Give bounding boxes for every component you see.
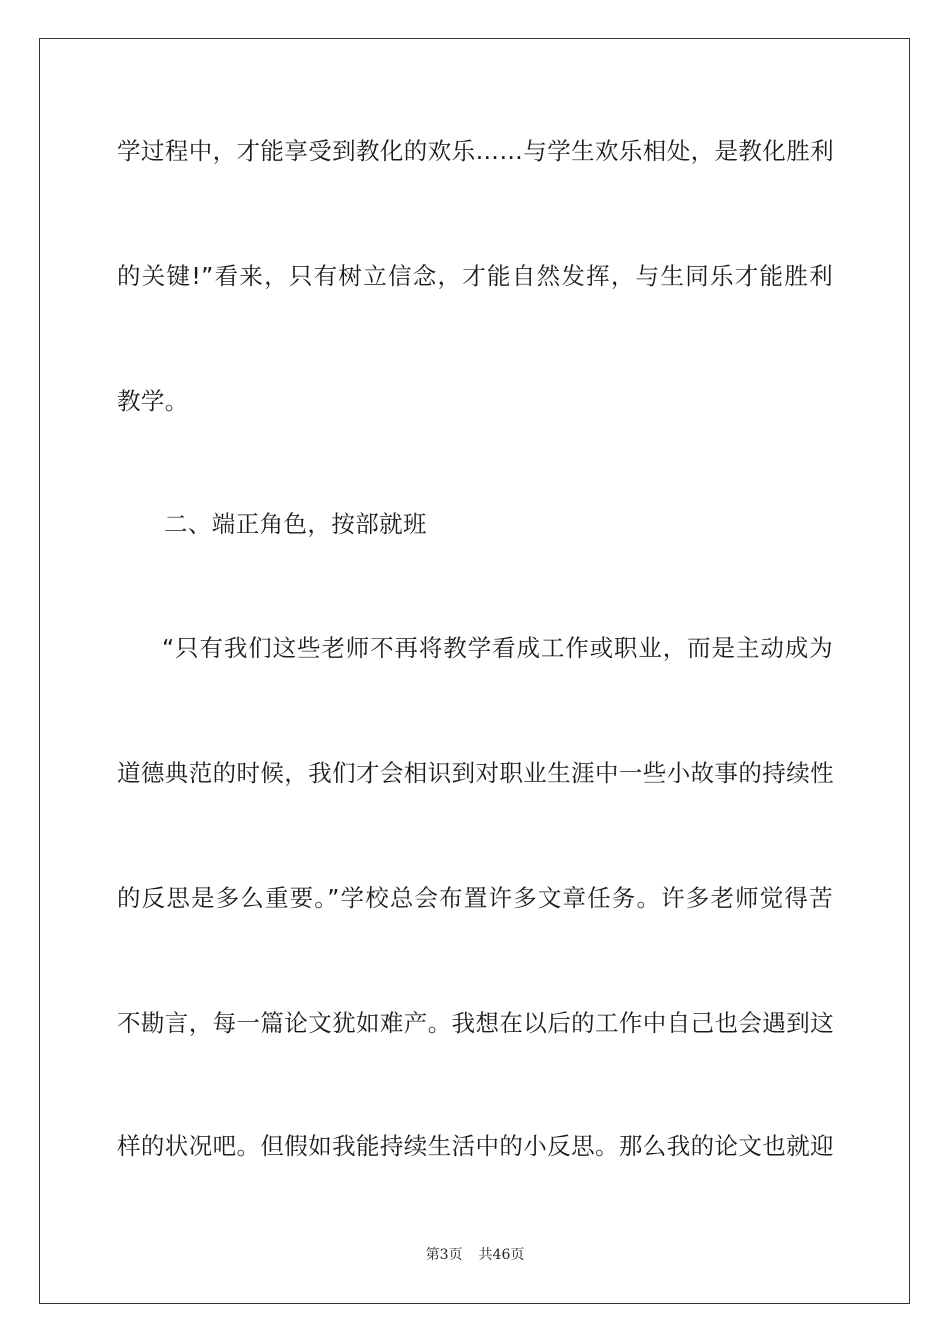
page-total: 共46页 — [478, 1247, 525, 1263]
body-text-line: 的关键!”看来，只有树立信念，才能自然发挥，与生同乐才能胜利 — [117, 262, 833, 290]
body-text-line: 学过程中，才能享受到教化的欢乐……与学生欢乐相处，是教化胜利 — [117, 137, 834, 165]
body-text-line: 道德典范的时候，我们才会相识到对职业生涯中一些小故事的持续性 — [117, 759, 834, 787]
page-number: 第3页 — [425, 1247, 463, 1263]
body-text-line: 教学。 — [117, 387, 189, 415]
body-text-line: “只有我们这些老师不再将教学看成工作或职业，而是主动成为 — [162, 634, 833, 662]
page-footer — [0, 1245, 950, 1265]
section-heading: 二、端正角色，按部就班 — [164, 510, 427, 538]
body-text-line: 不勘言，每一篇论文犹如难产。我想在以后的工作中自己也会遇到这 — [117, 1009, 834, 1037]
page-border — [39, 38, 910, 1304]
body-text-line: 的反思是多么重要。”学校总会布置许多文章任务。许多老师觉得苦 — [117, 884, 833, 912]
body-text-line: 样的状况吧。但假如我能持续生活中的小反思。那么我的论文也就迎 — [117, 1132, 834, 1160]
